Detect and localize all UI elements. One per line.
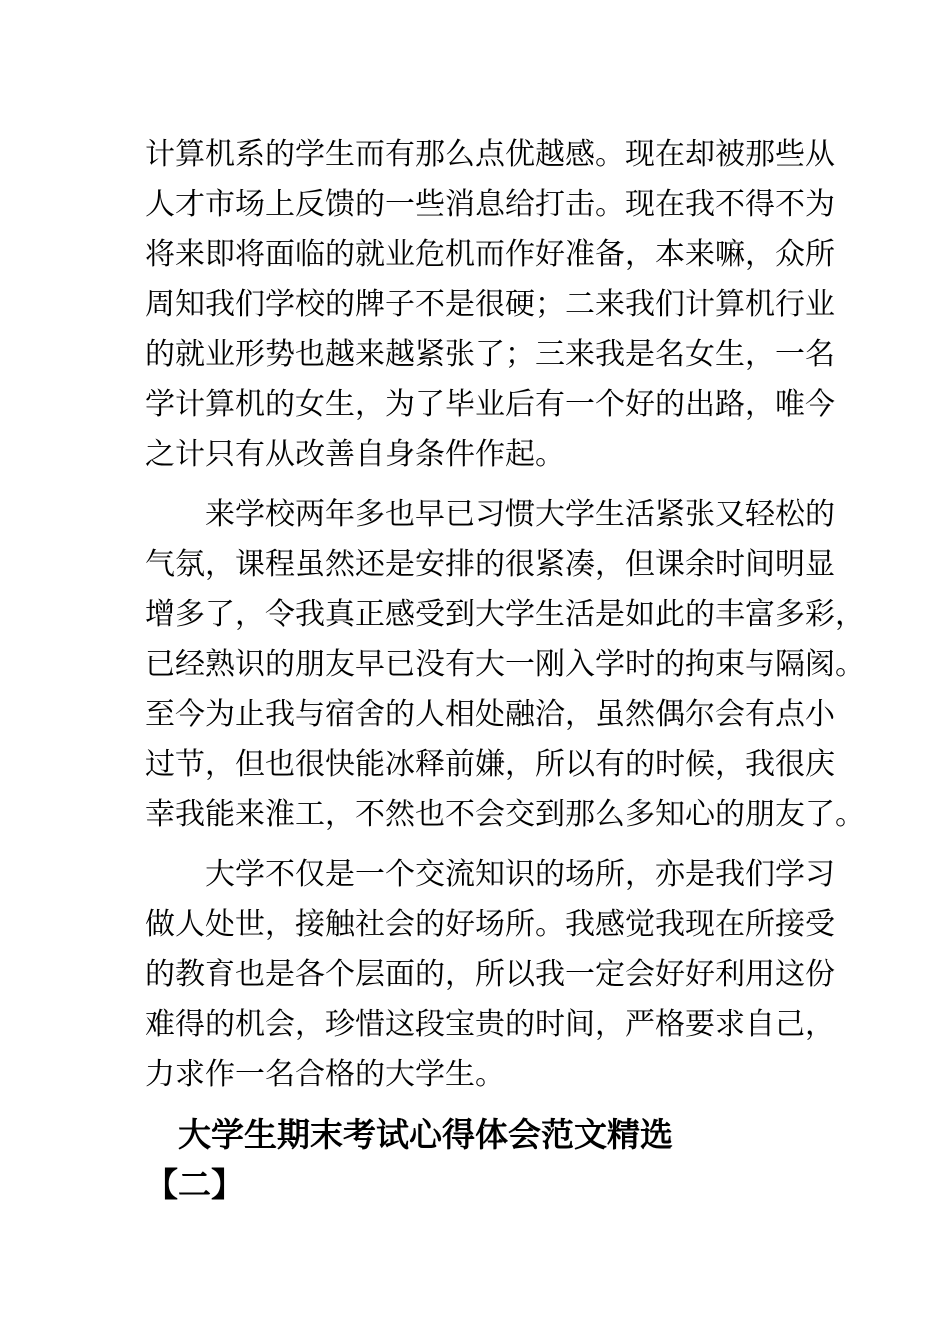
text-line: 人才市场上反馈的一些消息给打击。现在我不得不为 [145, 187, 835, 222]
text-line: 学计算机的女生，为了毕业后有一个好的出路，唯今 [145, 387, 835, 422]
text-line: 增多了，令我真正感受到大学生活是如此的丰富多彩， [145, 597, 865, 632]
paragraph-3 [145, 850, 835, 1100]
text-line: 幸我能来淮工，不然也不会交到那么多知心的朋友了。 [145, 797, 865, 832]
heading-line-1: 大学生期末考试心得体会范文精选 [145, 1115, 673, 1154]
text-line: 过节，但也很快能冰释前嫌，所以有的时候，我很庆 [145, 747, 835, 782]
text-line: 之计只有从改善自身条件作起。 [145, 437, 565, 472]
text-line: 至今为止我与宿舍的人相处融洽，虽然偶尔会有点小 [145, 697, 835, 732]
text-line: 大学不仅是一个交流知识的场所，亦是我们学习 [145, 857, 835, 892]
text-line: 难得的机会，珍惜这段宝贵的时间，严格要求自己， [145, 1007, 835, 1042]
text-line: 做人处世，接触社会的好场所。我感觉我现在所接受 [145, 907, 835, 942]
text-line: 气氛，课程虽然还是安排的很紧凑，但课余时间明显 [145, 547, 835, 582]
section-heading [145, 1110, 810, 1210]
paragraph-1 [145, 130, 835, 480]
text-line: 力求作一名合格的大学生。 [145, 1057, 505, 1092]
text-line: 计算机系的学生而有那么点优越感。现在却被那些从 [145, 137, 835, 172]
text-line: 来学校两年多也早已习惯大学生活紧张又轻松的 [145, 497, 835, 532]
text-line: 的就业形势也越来越紧张了；三来我是名女生，一名 [145, 337, 835, 372]
paragraph-2 [145, 490, 865, 840]
text-line: 将来即将面临的就业危机而作好准备，本来嘛，众所 [145, 237, 835, 272]
text-line: 已经熟识的朋友早已没有大一刚入学时的拘束与隔阂。 [145, 647, 865, 682]
heading-line-2: 【二】 [145, 1165, 244, 1204]
text-line: 周知我们学校的牌子不是很硬；二来我们计算机行业 [145, 287, 835, 322]
text-line: 的教育也是各个层面的，所以我一定会好好利用这份 [145, 957, 835, 992]
